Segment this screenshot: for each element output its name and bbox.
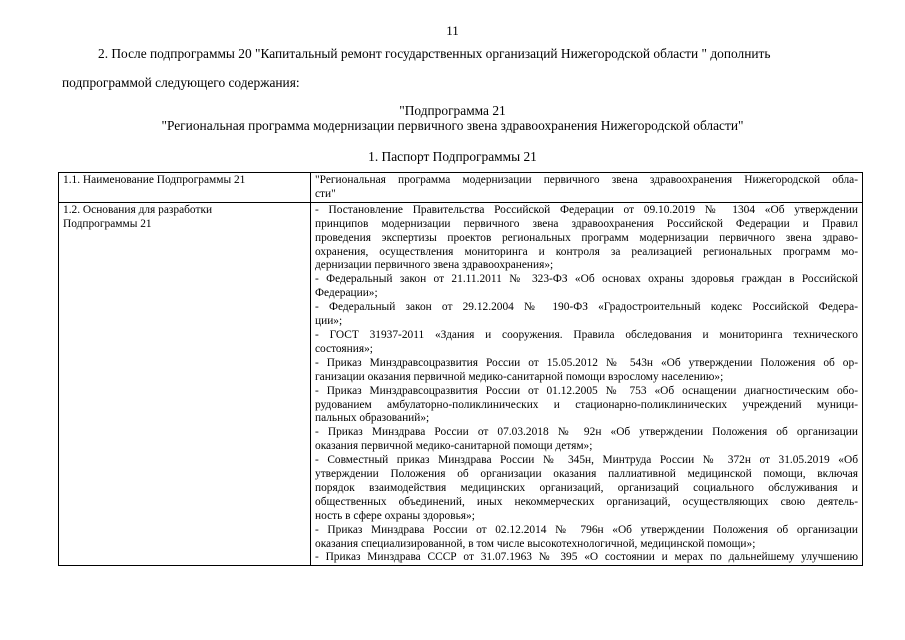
row-2-value-line: ность в сфере охраны здоровья»; (315, 509, 475, 522)
table-row (59, 173, 863, 203)
intro-paragraph-line-1: 2. После подпрограммы 20 "Капитальный ремонт государственных организаций Нижегородской области " дополнить (98, 46, 771, 61)
row-2-value-line: - Совместный приказ Минздрава России № 345н, Минтруда России № 372н от 31.05.2019 «Об (315, 454, 858, 467)
row-2-value-line: - Федеральный закон от 21.11.2011 № 323-ФЗ «Об основах охраны здоровья граждан в Российской (315, 273, 858, 286)
row-2-value-line: проведения экспертизы проектов региональных программ модернизации первичного звена здраво- (315, 231, 858, 244)
row-2-value-line: пальных образований»; (315, 412, 430, 425)
table-cell-name (59, 173, 311, 203)
page-number: 11 (446, 23, 459, 38)
table-cell-name (59, 202, 311, 566)
passport-section-title: 1. Паспорт Подпрограммы 21 (368, 149, 537, 164)
row-2-value-line: ганизации оказания первичной медико-санитарной помощи взрослому населению»; (315, 370, 724, 383)
row-2-value-line: состояния»; (315, 342, 373, 355)
row-1-value-line: "Региональная программа модернизации первичного звена здравоохранения Нижегородской обла- (315, 174, 858, 186)
row-2-value-line: принципов модернизации первичного звена здравоохранения Российской Федерации и Правил (315, 217, 858, 230)
table-cell-value (311, 202, 863, 566)
row-2-value-line: ции»; (315, 315, 343, 328)
row-2-value-line: - Приказ Минздрава России от 07.03.2018 № 92н «Об утверждении Положения об организации (315, 426, 858, 439)
row-2-value-line: рудованием амбулаторно-поликлинических и стационарно-поликлинических учреждений муници- (315, 398, 858, 411)
row-2-value-line: порядок взаимодействия медицинских организаций, организаций социального обслуживания и (315, 481, 858, 494)
row-1-name-line: 1.1. Наименование Подпрограммы 21 (63, 174, 246, 186)
row-2-value-line: охранения, осуществления мониторинга и контроля за реализацией региональных программ мо- (315, 245, 858, 258)
table-cell-value (311, 173, 863, 203)
row-2-value-line: - Приказ Минздрава СССР от 31.07.1963 № 395 «О состоянии и мерах по дальнейшему улучшению (315, 551, 858, 564)
row-2-value-line: утверждении Положения об организации оказания паллиативной медицинской помощи, включая (315, 468, 858, 481)
row-2-value-line: - Приказ Минздрава России от 02.12.2014 № 796н «Об утверждении Положения об организации (315, 523, 858, 536)
row-2-value-line: - ГОСТ 31937-2011 «Здания и сооружения. Правила обследования и мониторинга технического (315, 328, 858, 341)
row-2-value-line: оказания специализированной, в том числе высокотехнологичной, медицинской помощи»; (315, 537, 756, 550)
row-2-value-line: общественных объединений, иных некоммерческих организаций, осуществляющих свою деятель- (315, 495, 858, 508)
row-2-name-line: 1.2. Основания для разработки (63, 203, 213, 216)
row-2-value-line: дернизации первичного звена здравоохранения»; (315, 259, 554, 272)
row-2-value-line: - Постановление Правительства Российской Федерации от 09.10.2019 № 1304 «Об утверждении (315, 203, 858, 216)
passport-table (58, 172, 863, 566)
table-row (59, 202, 863, 566)
intro-paragraph-line-2: подпрограммой следующего содержания: (62, 75, 300, 90)
row-2-value-line: - Приказ Минздравсоцразвития России от 01.12.2005 № 753 «Об оснащении диагностическим обо- (315, 384, 858, 397)
subprogram-title: "Подпрограмма 21 (399, 103, 506, 118)
row-2-value-line: оказания первичной медико-санитарной помощи детям»; (315, 440, 593, 453)
row-2-value-line: Федерации»; (315, 287, 378, 300)
row-1-value-line: сти" (315, 187, 336, 200)
row-2-value-line: - Приказ Минздравсоцразвития России от 15.05.2012 № 543н «Об утверждении Положения об ор- (315, 356, 858, 369)
row-2-name-line: Подпрограммы 21 (63, 217, 152, 230)
row-2-value-line: - Федеральный закон от 29.12.2004 № 190-ФЗ «Градостроительный кодекс Российской Федера- (315, 301, 858, 314)
subprogram-name: "Региональная программа модернизации первичного звена здравоохранения Нижегородской области" (161, 118, 744, 133)
